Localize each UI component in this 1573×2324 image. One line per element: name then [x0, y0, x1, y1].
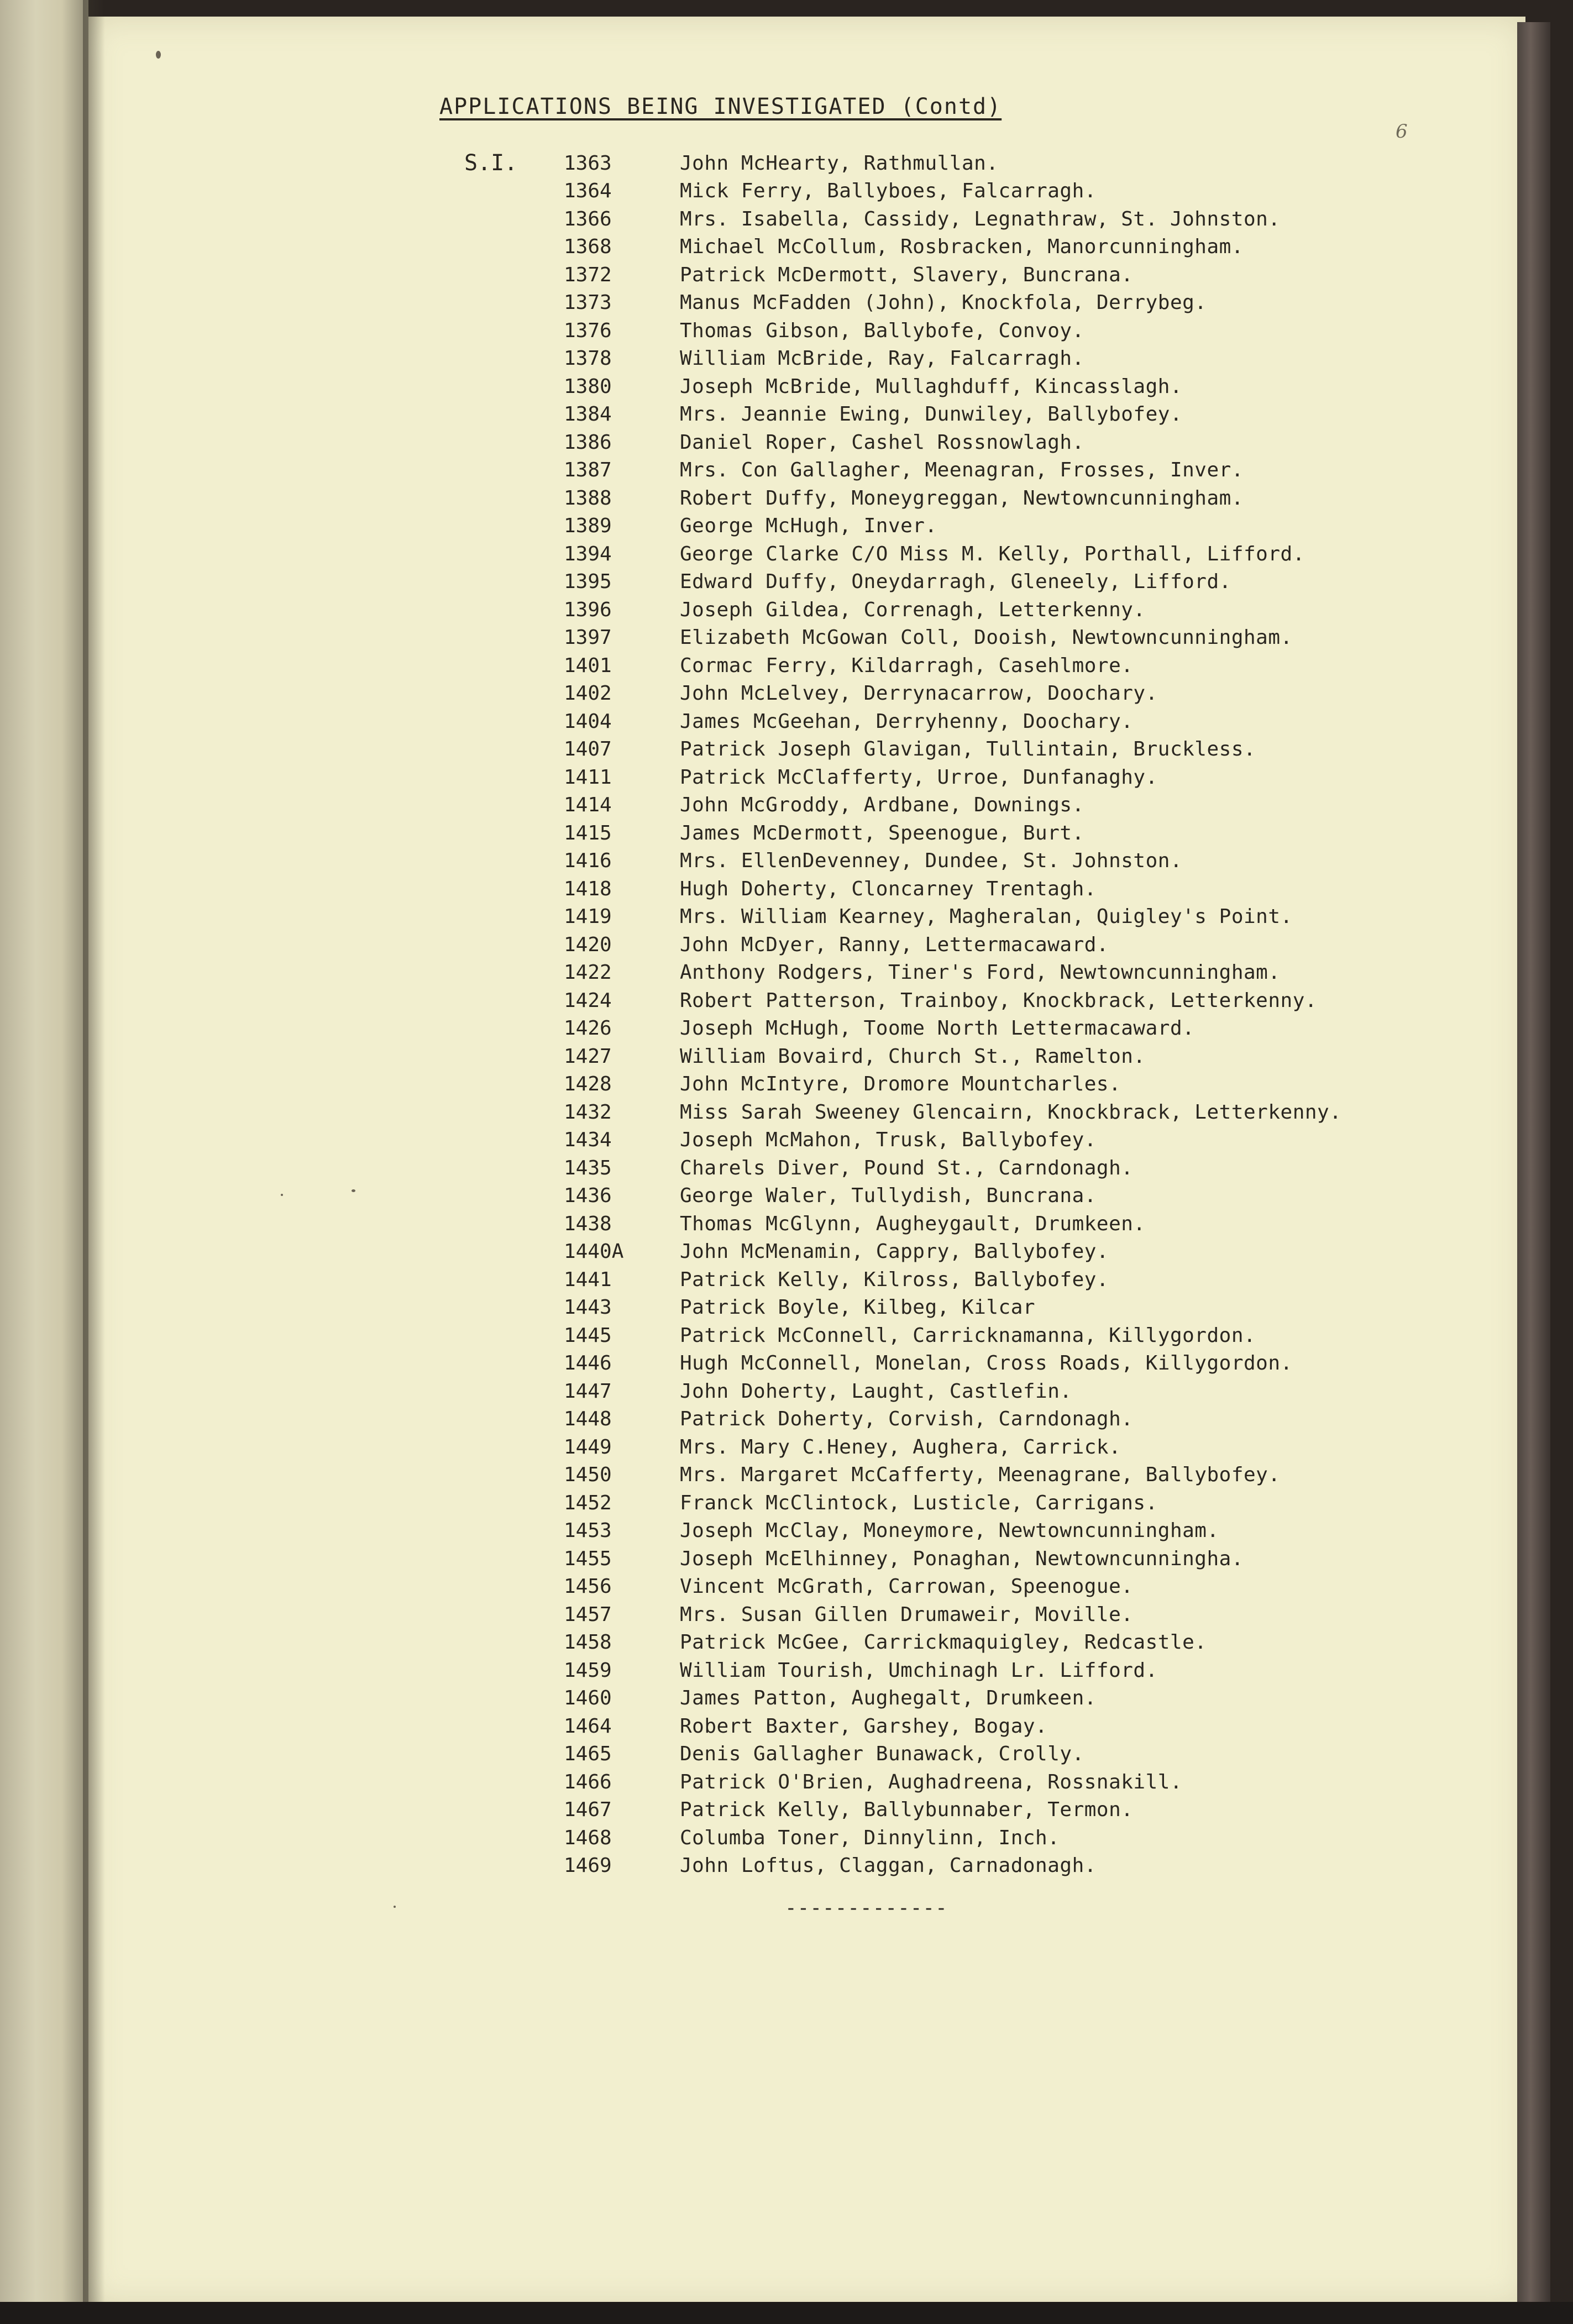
list-item — [564, 707, 1341, 736]
speck — [352, 1189, 355, 1192]
applicant-name-address: Mick Ferry, Ballyboes, Falcarragh. — [680, 180, 1097, 203]
list-item — [564, 624, 1341, 652]
applicant-name-address: Joseph McElhinney, Ponaghan, Newtowncunningha. — [680, 1547, 1244, 1570]
applicant-name-address: Mrs. William Kearney, Magheralan, Quigley's Point. — [680, 905, 1293, 928]
applicant-name-address: Patrick McGee, Carrickmaquigley, Redcastle. — [680, 1631, 1207, 1654]
applicant-name-address: Hugh Doherty, Cloncarney Trentagh. — [680, 877, 1097, 900]
list-item — [564, 1321, 1341, 1350]
list-item — [564, 1768, 1341, 1796]
list-item — [564, 819, 1341, 847]
list-item — [564, 1182, 1341, 1210]
end-rule: ------------- — [785, 1897, 948, 1919]
applicant-name-address: Thomas Gibson, Ballybofe, Convoy. — [680, 319, 1084, 342]
application-number: 1407 — [564, 738, 612, 761]
applicant-name-address: Mrs. Jeannie Ewing, Dunwiley, Ballybofey. — [680, 403, 1183, 426]
application-number: 1394 — [564, 542, 612, 565]
application-number: 1432 — [564, 1100, 612, 1124]
application-number: 1372 — [564, 263, 612, 286]
applicant-name-address: Joseph McMahon, Trusk, Ballybofey. — [680, 1129, 1097, 1152]
list-item — [564, 1210, 1341, 1238]
application-number: 1411 — [564, 765, 612, 789]
application-number: 1452 — [564, 1491, 612, 1514]
list-item — [564, 1656, 1341, 1685]
applicant-name-address: Manus McFadden (John), Knockfola, Derrybeg. — [680, 291, 1207, 314]
list-item — [564, 1517, 1341, 1545]
applicant-name-address: Franck McClintock, Lusticle, Carrigans. — [680, 1491, 1158, 1514]
list-item — [564, 1573, 1341, 1601]
list-item — [564, 261, 1341, 289]
application-number: 1453 — [564, 1519, 612, 1543]
list-item — [564, 1238, 1341, 1266]
list-item — [564, 1042, 1341, 1071]
application-number: 1376 — [564, 319, 612, 342]
page-heading: APPLICATIONS BEING INVESTIGATED (Contd) — [439, 94, 1002, 119]
application-number: 1386 — [564, 431, 612, 454]
list-item — [564, 1740, 1341, 1769]
application-number: 1395 — [564, 570, 612, 594]
application-number: 1384 — [564, 403, 612, 426]
list-item — [564, 1461, 1341, 1489]
application-number: 1458 — [564, 1631, 612, 1654]
list-item — [564, 1154, 1341, 1182]
list-item — [564, 345, 1341, 373]
applicant-name-address: William Bovaird, Church St., Ramelton. — [680, 1045, 1146, 1068]
list-item — [564, 959, 1341, 987]
application-number: 1455 — [564, 1547, 612, 1570]
application-number: 1419 — [564, 905, 612, 928]
speck — [156, 51, 161, 59]
list-item — [564, 373, 1341, 401]
application-number: 1416 — [564, 849, 612, 873]
application-number: 1387 — [564, 459, 612, 482]
application-number: 1449 — [564, 1435, 612, 1459]
applicant-name-address: John McLelvey, Derrynacarrow, Doochary. — [680, 682, 1158, 705]
applicant-name-address: Patrick Boyle, Kilbeg, Kilcar — [680, 1296, 1036, 1319]
list-item — [564, 596, 1341, 624]
application-number: 1435 — [564, 1156, 612, 1179]
application-number: 1434 — [564, 1129, 612, 1152]
applicant-name-address: Patrick McConnell, Carricknamanna, Killygordon. — [680, 1324, 1256, 1347]
list-item — [564, 568, 1341, 596]
application-number: 1459 — [564, 1659, 612, 1682]
applicant-name-address: Patrick McClafferty, Urroe, Dunfanaghy. — [680, 765, 1158, 789]
applicant-name-address: Cormac Ferry, Kildarragh, Casehlmore. — [680, 654, 1134, 677]
list-item — [564, 177, 1341, 206]
list-item — [564, 1545, 1341, 1573]
list-item — [564, 233, 1341, 261]
application-number: 1424 — [564, 989, 612, 1012]
applicant-name-address: John McMenamin, Cappry, Ballybofey. — [680, 1240, 1109, 1263]
application-number: 1427 — [564, 1045, 612, 1068]
application-number: 1428 — [564, 1073, 612, 1096]
application-number: 1445 — [564, 1324, 612, 1347]
application-number: 1440A — [564, 1240, 624, 1263]
spine-shadow — [83, 0, 105, 2324]
speck — [394, 1906, 396, 1908]
list-item — [564, 763, 1341, 791]
list-item — [564, 1294, 1341, 1322]
applicant-name-address: Joseph McClay, Moneymore, Newtowncunningham. — [680, 1519, 1219, 1543]
application-number: 1420 — [564, 933, 612, 956]
list-item — [564, 1126, 1341, 1155]
applicant-name-address: Joseph Gildea, Correnagh, Letterkenny. — [680, 598, 1146, 621]
application-number: 1436 — [564, 1184, 612, 1208]
applicant-name-address: John McDyer, Ranny, Lettermacaward. — [680, 933, 1109, 956]
application-number: 1465 — [564, 1743, 612, 1766]
application-number: 1438 — [564, 1212, 612, 1235]
list-item — [564, 1629, 1341, 1657]
list-item — [564, 289, 1341, 317]
application-list — [564, 149, 1341, 1880]
application-number: 1466 — [564, 1770, 612, 1793]
page-number: 6 — [1396, 120, 1408, 143]
list-item — [564, 317, 1341, 345]
list-item — [564, 1685, 1341, 1713]
application-number: 1456 — [564, 1575, 612, 1598]
list-item — [564, 680, 1341, 708]
application-number: 1460 — [564, 1687, 612, 1710]
list-item — [564, 205, 1341, 233]
application-number: 1441 — [564, 1268, 612, 1291]
applicant-name-address: Mrs. Susan Gillen Drumaweir, Moville. — [680, 1603, 1134, 1626]
application-number: 1418 — [564, 877, 612, 900]
list-item — [564, 1601, 1341, 1629]
list-item — [564, 1824, 1341, 1852]
applicant-name-address: Thomas McGlynn, Augheygault, Drumkeen. — [680, 1212, 1146, 1235]
applicant-name-address: George Waler, Tullydish, Buncrana. — [680, 1184, 1097, 1208]
applicant-name-address: Hugh McConnell, Monelan, Cross Roads, Killygordon. — [680, 1352, 1293, 1375]
list-item — [564, 1071, 1341, 1099]
application-number: 1414 — [564, 794, 612, 817]
list-item — [564, 401, 1341, 429]
list-item — [564, 791, 1341, 820]
applicant-name-address: William McBride, Ray, Falcarragh. — [680, 347, 1084, 370]
applicant-name-address: James McGeehan, Derryhenny, Doochary. — [680, 710, 1134, 733]
applicant-name-address: John Doherty, Laught, Castlefin. — [680, 1379, 1072, 1403]
application-number: 1447 — [564, 1379, 612, 1403]
list-item — [564, 428, 1341, 457]
applicant-name-address: Columba Toner, Dinnylinn, Inch. — [680, 1826, 1060, 1849]
applicant-name-address: Michael McCollum, Rosbracken, Manorcunningham. — [680, 235, 1244, 259]
speck — [281, 1194, 283, 1196]
applicant-name-address: Patrick Kelly, Ballybunnaber, Termon. — [680, 1798, 1134, 1822]
applicant-name-address: Robert Patterson, Trainboy, Knockbrack, Letterkenny. — [680, 989, 1318, 1012]
application-number: 1397 — [564, 626, 612, 649]
list-item — [564, 847, 1341, 875]
application-number: 1373 — [564, 291, 612, 314]
applicant-name-address: Miss Sarah Sweeney Glencairn, Knockbrack, Letterkenny. — [680, 1100, 1342, 1124]
application-number: 1404 — [564, 710, 612, 733]
applicant-name-address: James McDermott, Speenogue, Burt. — [680, 821, 1084, 844]
list-item — [564, 1489, 1341, 1517]
list-item — [564, 1796, 1341, 1824]
applicant-name-address: Mrs. EllenDevenney, Dundee, St. Johnston. — [680, 849, 1183, 873]
list-item — [564, 1266, 1341, 1294]
applicant-name-address: Daniel Roper, Cashel Rossnowlagh. — [680, 431, 1084, 454]
application-number: 1396 — [564, 598, 612, 621]
applicant-name-address: Denis Gallagher Bunawack, Crolly. — [680, 1743, 1084, 1766]
applicant-name-address: Joseph McHugh, Toome North Lettermacaward. — [680, 1017, 1195, 1040]
applicant-name-address: Patrick Joseph Glavigan, Tullintain, Bruckless. — [680, 738, 1256, 761]
list-item — [564, 931, 1341, 959]
applicant-name-address: John McIntyre, Dromore Mountcharles. — [680, 1073, 1121, 1096]
list-item — [564, 1712, 1341, 1740]
application-number: 1446 — [564, 1352, 612, 1375]
application-number: 1469 — [564, 1854, 612, 1877]
application-number: 1380 — [564, 375, 612, 398]
application-number: 1464 — [564, 1714, 612, 1738]
list-item — [564, 1377, 1341, 1405]
previous-page-edge — [0, 0, 88, 2324]
application-number: 1388 — [564, 486, 612, 510]
application-number: 1401 — [564, 654, 612, 677]
application-number: 1457 — [564, 1603, 612, 1626]
list-prefix: S.I. — [464, 150, 518, 176]
applicant-name-address: Joseph McBride, Mullaghduff, Kincasslagh. — [680, 375, 1183, 398]
list-item — [564, 987, 1341, 1015]
list-item — [564, 903, 1341, 931]
application-number: 1364 — [564, 180, 612, 203]
list-item — [564, 512, 1341, 541]
book-cover-edge — [1517, 22, 1550, 2310]
applicant-name-address: William Tourish, Umchinagh Lr. Lifford. — [680, 1659, 1158, 1682]
application-number: 1467 — [564, 1798, 612, 1822]
applicant-name-address: Charels Diver, Pound St., Carndonagh. — [680, 1156, 1134, 1179]
list-item — [564, 1852, 1341, 1880]
application-number: 1426 — [564, 1017, 612, 1040]
applicant-name-address: Patrick O'Brien, Aughadreena, Rossnakill. — [680, 1770, 1183, 1793]
applicant-name-address: Vincent McGrath, Carrowan, Speenogue. — [680, 1575, 1134, 1598]
list-item — [564, 1350, 1341, 1378]
list-item — [564, 540, 1341, 568]
application-number: 1389 — [564, 515, 612, 538]
applicant-name-address: Patrick McDermott, Slavery, Buncrana. — [680, 263, 1134, 286]
applicant-name-address: Mrs. Mary C.Heney, Aughera, Carrick. — [680, 1435, 1121, 1459]
applicant-name-address: Patrick Doherty, Corvish, Carndonagh. — [680, 1408, 1134, 1431]
applicant-name-address: Mrs. Con Gallagher, Meenagran, Frosses, Inver. — [680, 459, 1244, 482]
list-item — [564, 1098, 1341, 1126]
application-number: 1415 — [564, 821, 612, 844]
applicant-name-address: James Patton, Aughegalt, Drumkeen. — [680, 1687, 1097, 1710]
application-number: 1402 — [564, 682, 612, 705]
list-item — [564, 1405, 1341, 1434]
application-number: 1443 — [564, 1296, 612, 1319]
list-item — [564, 149, 1341, 177]
applicant-name-address: Elizabeth McGowan Coll, Dooish, Newtowncunningham. — [680, 626, 1293, 649]
application-number: 1422 — [564, 961, 612, 984]
list-item — [564, 1015, 1341, 1043]
applicant-name-address: Patrick Kelly, Kilross, Ballybofey. — [680, 1268, 1109, 1291]
applicant-name-address: George Clarke C/O Miss M. Kelly, Porthall, Lifford. — [680, 542, 1305, 565]
application-number: 1363 — [564, 151, 612, 175]
application-number: 1368 — [564, 235, 612, 259]
applicant-name-address: Robert Duffy, Moneygreggan, Newtowncunningham. — [680, 486, 1244, 510]
applicant-name-address: Mrs. Isabella, Cassidy, Legnathraw, St. Johnston. — [680, 207, 1281, 230]
applicant-name-address: Robert Baxter, Garshey, Bogay. — [680, 1714, 1048, 1738]
applicant-name-address: John McGroddy, Ardbane, Downings. — [680, 794, 1084, 817]
application-number: 1366 — [564, 207, 612, 230]
application-number: 1450 — [564, 1463, 612, 1487]
list-item — [564, 1433, 1341, 1461]
applicant-name-address: George McHugh, Inver. — [680, 515, 937, 538]
application-number: 1468 — [564, 1826, 612, 1849]
list-item — [564, 652, 1341, 680]
applicant-name-address: John McHearty, Rathmullan. — [680, 151, 999, 175]
list-item — [564, 875, 1341, 903]
applicant-name-address: Edward Duffy, Oneydarragh, Gleneely, Lifford. — [680, 570, 1231, 594]
list-item — [564, 736, 1341, 764]
application-number: 1378 — [564, 347, 612, 370]
applicant-name-address: Anthony Rodgers, Tiner's Ford, Newtowncunningham. — [680, 961, 1281, 984]
list-item — [564, 484, 1341, 512]
list-item — [564, 457, 1341, 485]
applicant-name-address: John Loftus, Claggan, Carnadonagh. — [680, 1854, 1097, 1877]
applicant-name-address: Mrs. Margaret McCafferty, Meenagrane, Ballybofey. — [680, 1463, 1281, 1487]
bottom-border — [0, 2302, 1573, 2324]
application-number: 1448 — [564, 1408, 612, 1431]
